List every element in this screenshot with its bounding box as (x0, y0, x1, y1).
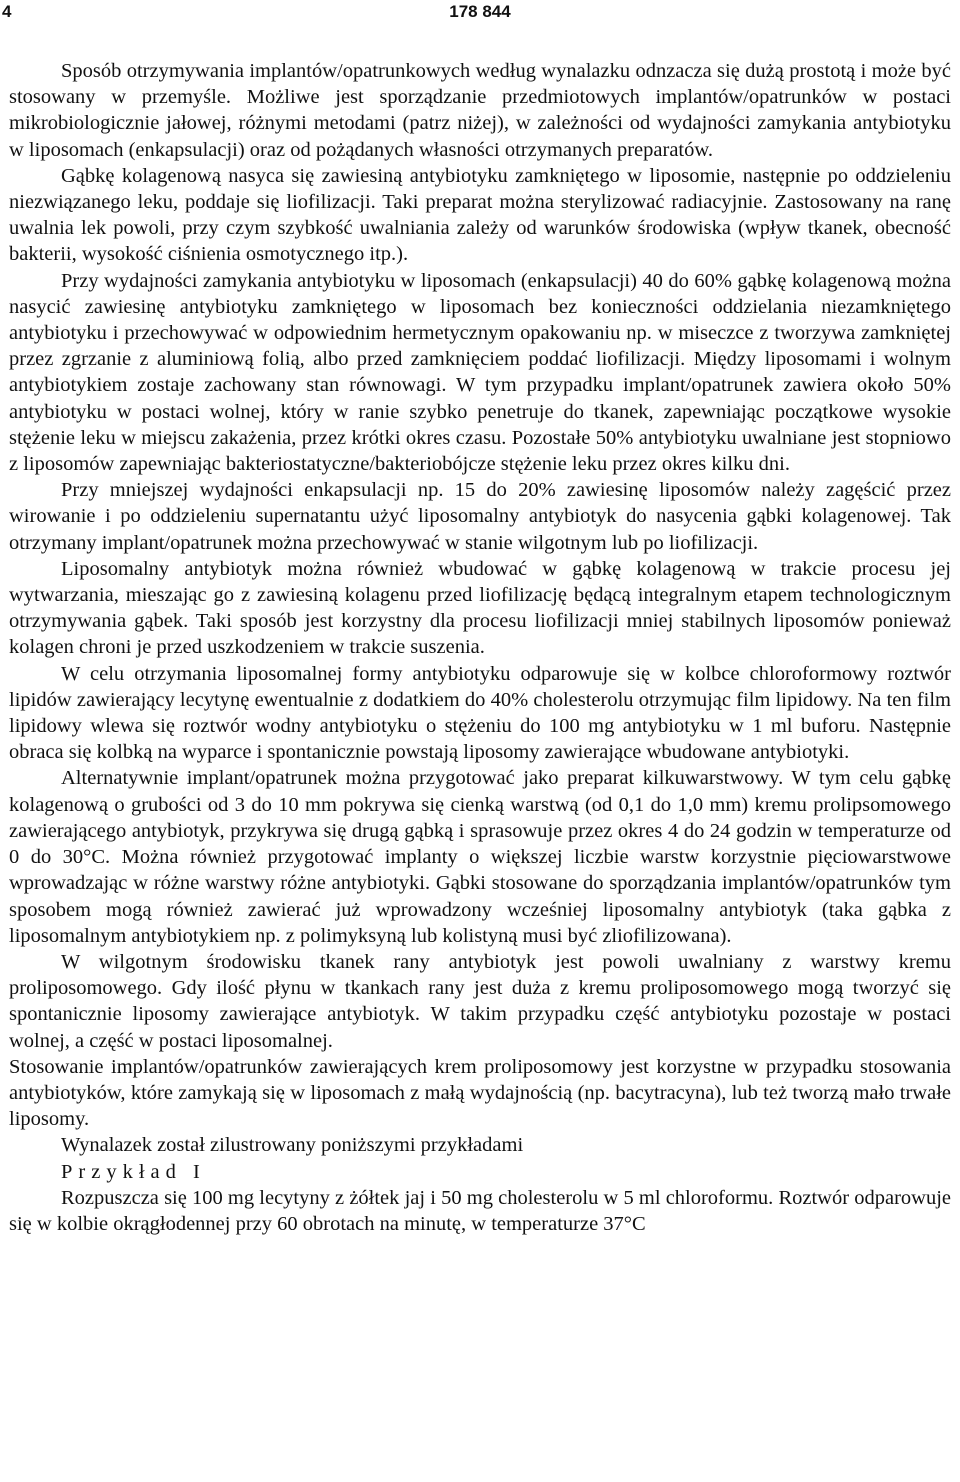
paragraph: Stosowanie implantów/opatrunków zawierających krem proliposomowy jest korzystne w przypadku stosowania antybiotyków, które zamykają się w liposomach z małą wydajnością (np. bacytracyna), lub też tworzą mało trwałe liposomy. (9, 1055, 951, 1131)
document-body (9, 58, 951, 1237)
document-number: 178 844 (449, 2, 511, 21)
paragraph: Alternatywnie implant/opatrunek można przygotować jako preparat kilkuwarstwowy. W tym celu gąbkę kolagenową o grubości od 3 do 10 mm pokrywa się cienką warstwą (od 0,1 do 1,0 mm) kremu prolipsomowego zawierającego antybiotyk, przykrywa się drugą gąbką i sprasowuje przez okres 4 do 24 godzin w temperaturze od 0 do 30°C. Można również przygotować implanty o większej liczbie warstw korzystnie pięciowarstwowe wprowadzając w różne warstwy różne antybiotyki. Gąbki stosowane do sporządzania implantów/opatrunków tym sposobem mogą również zawierać już wprowadzony wcześniej liposomalny antybiotyk (taka gąbka z liposomalnym antybiotykiem np. z polimyksyną lub kolistyną musi być zliofilizowana). (9, 767, 951, 947)
page-number: 4 (2, 2, 12, 21)
paragraph: Liposomalny antybiotyk można również wbudować w gąbkę kolagenową w trakcie procesu jej wytwarzania, mieszając go z zawiesiną kolagenu przed liofilizację będącą integralnym etapem technologicznym otrzymywania gąbek. Taki sposób jest korzystny dla procesu liofilizacji mniej stabilnych liposomów ponieważ kolagen chroni je przed uszkodzeniem w trakcie suszenia. (9, 557, 951, 659)
paragraph: Gąbkę kolagenową nasyca się zawiesiną antybiotyku zamkniętego w liposomie, następnie po oddzieleniu niezwiązanego leku, poddaje się liofilizacji. Taki preparat można sterylizować radiacyjnie. Zastosowany na ranę uwalnia lek powoli, przy czym szybkość uwalniania zależy od warunków środowiska (wpływ tkanek, obecność bakterii, wysokość ciśnienia osmotycznego itp.). (9, 164, 951, 266)
page-header (0, 2, 960, 26)
paragraph: W celu otrzymania liposomalnej formy antybiotyku odparowuje się w kolbce chloroformowy roztwór lipidów zawierający lecytynę ewentualnie z dodatkiem do 40% cholesterolu otrzymując film lipidowy. Na ten film lipidowy wlewa się roztwór wodny antybiotyku o stężeniu do 100 mg antybiotyku w 1 ml buforu. Następnie obraca się kolbką na wyparce i spontanicznie powstają liposomy zawierające wbudowane antybiotyki. (9, 662, 951, 764)
paragraph: W wilgotnym środowisku tkanek rany antybiotyk jest powoli uwalniany z warstwy kremu proliposomowego. Gdy ilość płynu w tkankach rany jest duża z kremu proliposomowego mogą tworzyć się spontanicznie liposomy zawierające antybiotyk. W takim przypadku część antybiotyku pozostaje w postaci wolnej, a część w postaci liposomalnej. (9, 950, 951, 1052)
paragraph: Wynalazek został zilustrowany poniższymi przykładami (61, 1134, 524, 1157)
paragraph: Przy mniejszej wydajności enkapsulacji np. 15 do 20% zawiesinę liposomów należy zagęścić przez wirowanie i po oddzieleniu supernatantu użyć liposomalny antybiotyk do nasycenia gąbki kolagenowej. Tak otrzymany implant/opatrunek można przechowywać w stanie wilgotnym lub po liofilizacji. (9, 479, 951, 554)
paragraph: Sposób otrzymywania implantów/opatrunkowych według wynalazku odnzacza się dużą prostotą i może być stosowany w przemyśle. Możliwe jest sporządzanie przedmiotowych implantów/opatrunków w postaci mikrobiologicznie jałowej, różnymi metodami (patrz niżej), w zależności od wydajności zamykania antybiotyku w liposomach (enkapsulacji) oraz od pożądanych własności otrzymanych preparatów. (9, 60, 951, 161)
paragraph: Rozpuszcza się 100 mg lecytyny z żółtek jaj i 50 mg cholesterolu w 5 ml chloroformu. Roztwór odparowuje się w kolbie okrągłodennej przy 60 obrotach na minutę, w temperaturze 37°C (9, 1186, 951, 1235)
paragraph: Przy wydajności zamykania antybiotyku w liposomach (enkapsulacji) 40 do 60% gąbkę kolagenową można nasycić zawiesinę antybiotyku zamkniętego w liposomach bez konieczności oddzielania niezamkniętego antybiotyku i przechowywać w odpowiednim hermetycznym opakowaniu np. w miseczce z tworzywa zamkniętej przez zgrzanie z aluminiową folią, albo przed zamknięciem poddać liofilizacji. Między liposomami i wolnym antybiotykiem zostaje zachowany stan równowagi. W tym przypadku implant/opatrunek zawiera około 50% antybiotyku w postaci wolnej, który w ranie szybko penetruje do tkanek, zapewniając początkowe wysokie stężenie leku w miejscu zakażenia, przez krótki okres czasu. Pozostałe 50% antybiotyku uwalniane jest stopniowo z liposomów zapewniając bakteriostatyczne/bakteriobójcze stężenie leku przez okres kilku dni. (9, 269, 951, 476)
example-heading: Przykład I (61, 1160, 206, 1183)
